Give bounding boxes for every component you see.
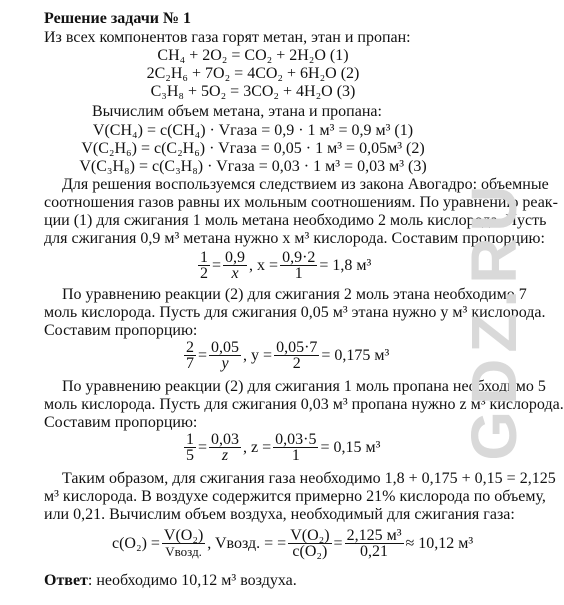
prop2-result: = 0,175 м³ bbox=[321, 346, 390, 364]
prop2-eq: = bbox=[198, 346, 208, 364]
para3-line-2: моль кислорода. Пусть для сжигания 0,03 м³ пропана нужно z м³ кислорода. bbox=[44, 396, 564, 413]
para1-line-4: для сжигания 0,9 м³ метана нужно х м³ кислорода. Составим пропорцию: bbox=[44, 230, 545, 247]
para2-line-2: моль кислорода. Пусть для сжигания 0,05 м³ этана нужно у м³ кислорода. bbox=[44, 304, 546, 321]
volume-2: V(C₂H₆) = c(C₂H₆) · Vгаза = 0,05 · 1 м³ = 0,05м³ (2) bbox=[81, 140, 425, 157]
prop3-result: = 0,15 м³ bbox=[320, 438, 381, 456]
answer-text: : необходимо 10,12 м³ воздуха. bbox=[87, 572, 297, 589]
proportion-1 bbox=[196, 250, 371, 281]
para4-line-3: или 0,21. Вычислим объем воздуха, необходимый для сжигания газа: bbox=[44, 506, 515, 523]
reaction-1: CH₄ + 2O₂ = CO₂ + 2H₂O (1) bbox=[157, 47, 349, 64]
final-f3-den: 0,21 bbox=[360, 543, 389, 560]
para2-line-3: Составим пропорцию: bbox=[44, 322, 198, 339]
prop3-c-num: 0,03·5 bbox=[275, 431, 317, 448]
prop3-mid: , z = bbox=[243, 438, 272, 456]
prop2-b-num: 0,05 bbox=[211, 339, 240, 356]
volume-1: V(CH₄) = c(CH₄) · Vгаза = 0,9 · 1 м³ = 0,9 м³ (1) bbox=[92, 122, 414, 139]
prop3-a-num: 1 bbox=[186, 431, 194, 448]
prop3-c-den: 1 bbox=[291, 447, 300, 464]
final-mid: , Vвозд. = bbox=[207, 534, 274, 552]
proportion-2 bbox=[182, 340, 389, 371]
para4-line-2: м³ кислорода. В воздухе содержится примерно 21% кислорода по объему, bbox=[44, 488, 546, 505]
prop1-a-num: 1 bbox=[200, 249, 208, 266]
para1-line-2: соотношения газов равны их мольным соотношениям. По уравнению реак- bbox=[44, 194, 558, 211]
final-eq-2: = bbox=[333, 534, 343, 552]
final-f3-num: 2,125 м³ bbox=[346, 527, 402, 544]
prop2-a-den: 7 bbox=[186, 355, 194, 372]
prop1-result: = 1,8 м³ bbox=[319, 256, 372, 274]
final-f2-den: c(O₂) bbox=[292, 543, 328, 560]
prop3-b-den: z bbox=[221, 447, 229, 464]
final-eq-1: = bbox=[277, 534, 287, 552]
volumes-intro: Вычислим объем метана, этана и пропана: bbox=[92, 103, 382, 120]
prop1-eq: = bbox=[212, 256, 222, 274]
prop1-c-num: 0,9·2 bbox=[282, 249, 316, 266]
proportion-3 bbox=[182, 432, 380, 463]
answer-line bbox=[44, 572, 297, 590]
prop1-b-den: x bbox=[231, 265, 239, 282]
solution-title: Решение задачи № 1 bbox=[44, 10, 192, 27]
final-formula bbox=[112, 528, 473, 559]
para2-line-1: По уравнению реакции (2) для сжигания 2 моль этана необходимо 7 bbox=[62, 286, 527, 303]
gdz-watermark bbox=[458, 40, 546, 600]
para4-line-1: Таким образом, для сжигания газа необходимо 1,8 + 0,175 + 0,15 = 2,125 bbox=[62, 470, 556, 487]
prop2-mid: , y = bbox=[243, 346, 273, 364]
para1-line-1: Для решения воспользуемся следствием из закона Авогадро: объемные bbox=[62, 176, 549, 193]
answer-label: Ответ bbox=[44, 572, 88, 589]
intro-text: Из всех компонентов газа горят метан, этан и пропан: bbox=[44, 29, 411, 46]
reaction-3: C₃H₈ + 5O₂ = 3CO₂ + 4H₂O (3) bbox=[150, 83, 356, 100]
prop1-b-num: 0,9 bbox=[225, 249, 246, 266]
para1-line-3: ции (1) для сжигания 1 моль метана необходимо 2 моль кислорода. Пусть bbox=[44, 212, 547, 229]
prop3-eq: = bbox=[198, 438, 208, 456]
watermark-text: GDZ.RU bbox=[458, 179, 530, 461]
final-f1-num: V(O₂) bbox=[163, 527, 204, 544]
prop3-b-num: 0,03 bbox=[211, 431, 240, 448]
reaction-2: 2C₂H₆ + 7O₂ = 4CO₂ + 6H₂O (2) bbox=[146, 65, 360, 82]
final-f2-num: V(O₂) bbox=[290, 527, 330, 544]
final-lhs: c(O₂) = bbox=[112, 534, 160, 552]
prop2-c-den: 2 bbox=[292, 355, 301, 372]
final-result: ≈ 10,12 м³ bbox=[405, 534, 474, 552]
prop2-c-num: 0,05·7 bbox=[276, 339, 318, 356]
prop3-a-den: 5 bbox=[186, 447, 194, 464]
prop1-mid: , x = bbox=[249, 256, 279, 274]
prop1-c-den: 1 bbox=[294, 265, 303, 282]
para3-line-1: По уравнению реакции (2) для сжигания 1 моль пропана необходимо 5 bbox=[62, 378, 546, 395]
volume-3: V(C₃H₈) = c(C₃H₈) · Vгаза = 0,03 · 1 м³ = 0,03 м³ (3) bbox=[79, 158, 427, 175]
prop2-b-den: y bbox=[221, 355, 229, 372]
prop2-a-num: 2 bbox=[186, 339, 194, 356]
para3-line-3: Составим пропорцию: bbox=[44, 414, 198, 431]
prop1-a-den: 2 bbox=[200, 265, 208, 282]
final-f1-den: Vвозд. bbox=[165, 544, 202, 559]
